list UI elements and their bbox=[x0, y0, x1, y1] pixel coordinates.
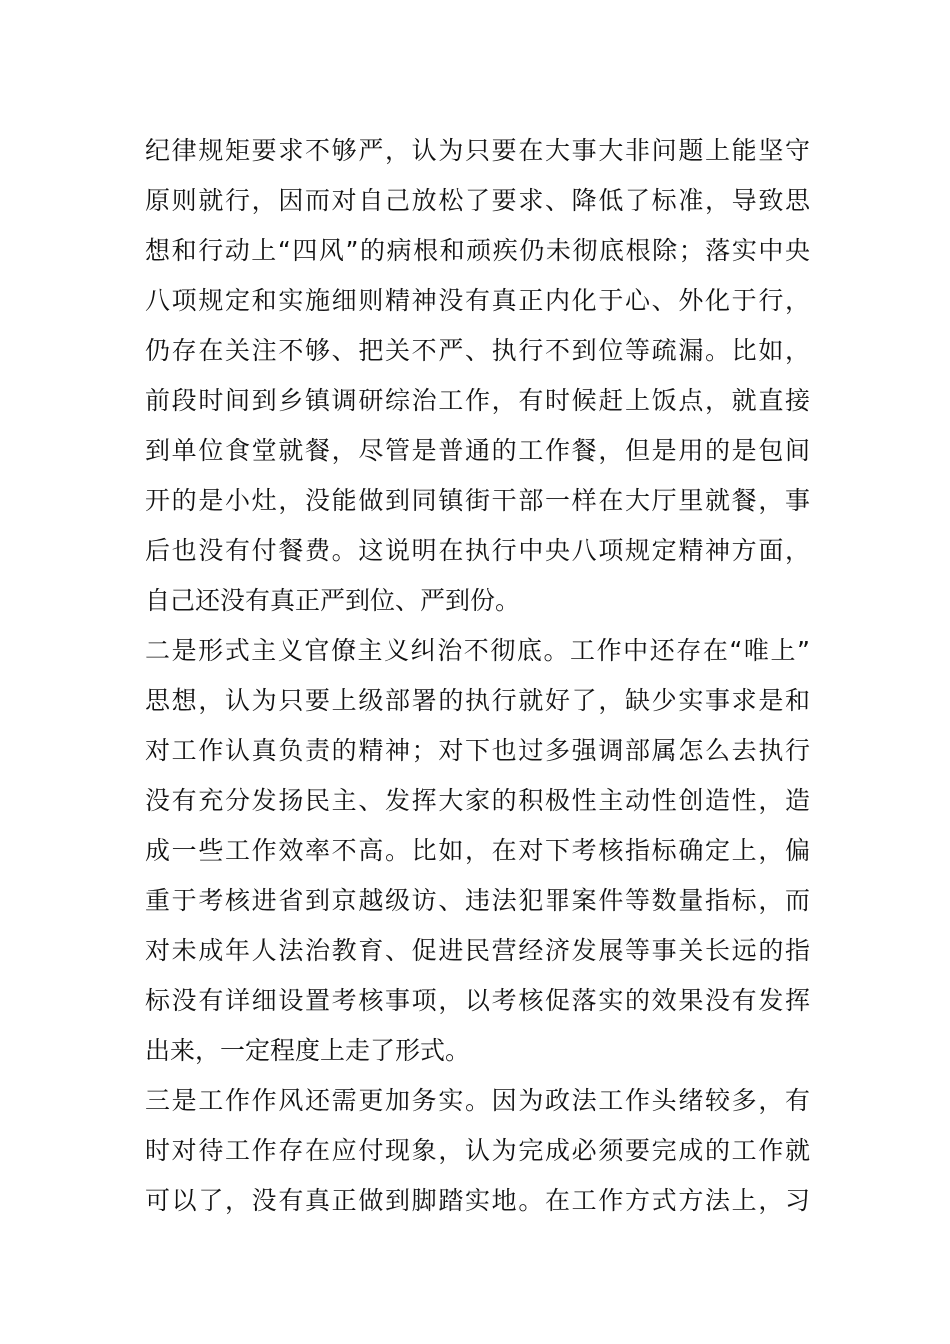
text-line: 出来，一定程度上走了形式。 bbox=[145, 1036, 471, 1065]
text-line: 仍存在关注不够、把关不严、执行不到位等疏漏。比如， bbox=[145, 336, 810, 365]
text-line: 前段时间到乡镇调研综治工作，有时候赶上饭点，就直接 bbox=[145, 386, 810, 415]
text-line: 后也没有付餐费。这说明在执行中央八项规定精神方面， bbox=[145, 536, 810, 565]
text-line: 对未成年人法治教育、促进民营经济发展等事关长远的指 bbox=[145, 936, 810, 965]
text-line: 八项规定和实施细则精神没有真正内化于心、外化于行， bbox=[145, 286, 810, 315]
text-line: 没有充分发扬民主、发挥大家的积极性主动性创造性，造 bbox=[145, 786, 810, 815]
paragraph-3 bbox=[145, 1076, 810, 1226]
document-body bbox=[145, 126, 810, 1226]
text-line: 可以了，没有真正做到脚踏实地。在工作方式方法上，习 bbox=[145, 1186, 810, 1215]
text-line: 自己还没有真正严到位、严到份。 bbox=[145, 586, 521, 615]
paragraph-2 bbox=[145, 626, 810, 1076]
text-line: 二是形式主义官僚主义纠治不彻底。工作中还存在“唯上” bbox=[145, 636, 810, 665]
text-line: 纪律规矩要求不够严，认为只要在大事大非问题上能坚守 bbox=[145, 136, 810, 165]
text-line: 时对待工作存在应付现象，认为完成必须要完成的工作就 bbox=[145, 1136, 810, 1165]
text-line: 重于考核进省到京越级访、违法犯罪案件等数量指标，而 bbox=[145, 886, 810, 915]
text-line: 开的是小灶，没能做到同镇街干部一样在大厅里就餐，事 bbox=[145, 486, 810, 515]
text-line: 到单位食堂就餐，尽管是普通的工作餐，但是用的是包间 bbox=[145, 436, 810, 465]
text-line: 三是工作作风还需更加务实。因为政法工作头绪较多，有 bbox=[145, 1086, 810, 1115]
text-line: 成一些工作效率不高。比如，在对下考核指标确定上，偏 bbox=[145, 836, 810, 865]
text-line: 想和行动上“四风”的病根和顽疾仍未彻底根除；落实中央 bbox=[145, 236, 810, 265]
text-line: 原则就行，因而对自己放松了要求、降低了标准，导致思 bbox=[145, 186, 810, 215]
text-line: 思想，认为只要上级部署的执行就好了，缺少实事求是和 bbox=[145, 686, 810, 715]
text-line: 对工作认真负责的精神；对下也过多强调部属怎么去执行 bbox=[145, 736, 810, 765]
paragraph-1 bbox=[145, 126, 810, 626]
text-line: 标没有详细设置考核事项，以考核促落实的效果没有发挥 bbox=[145, 986, 810, 1015]
